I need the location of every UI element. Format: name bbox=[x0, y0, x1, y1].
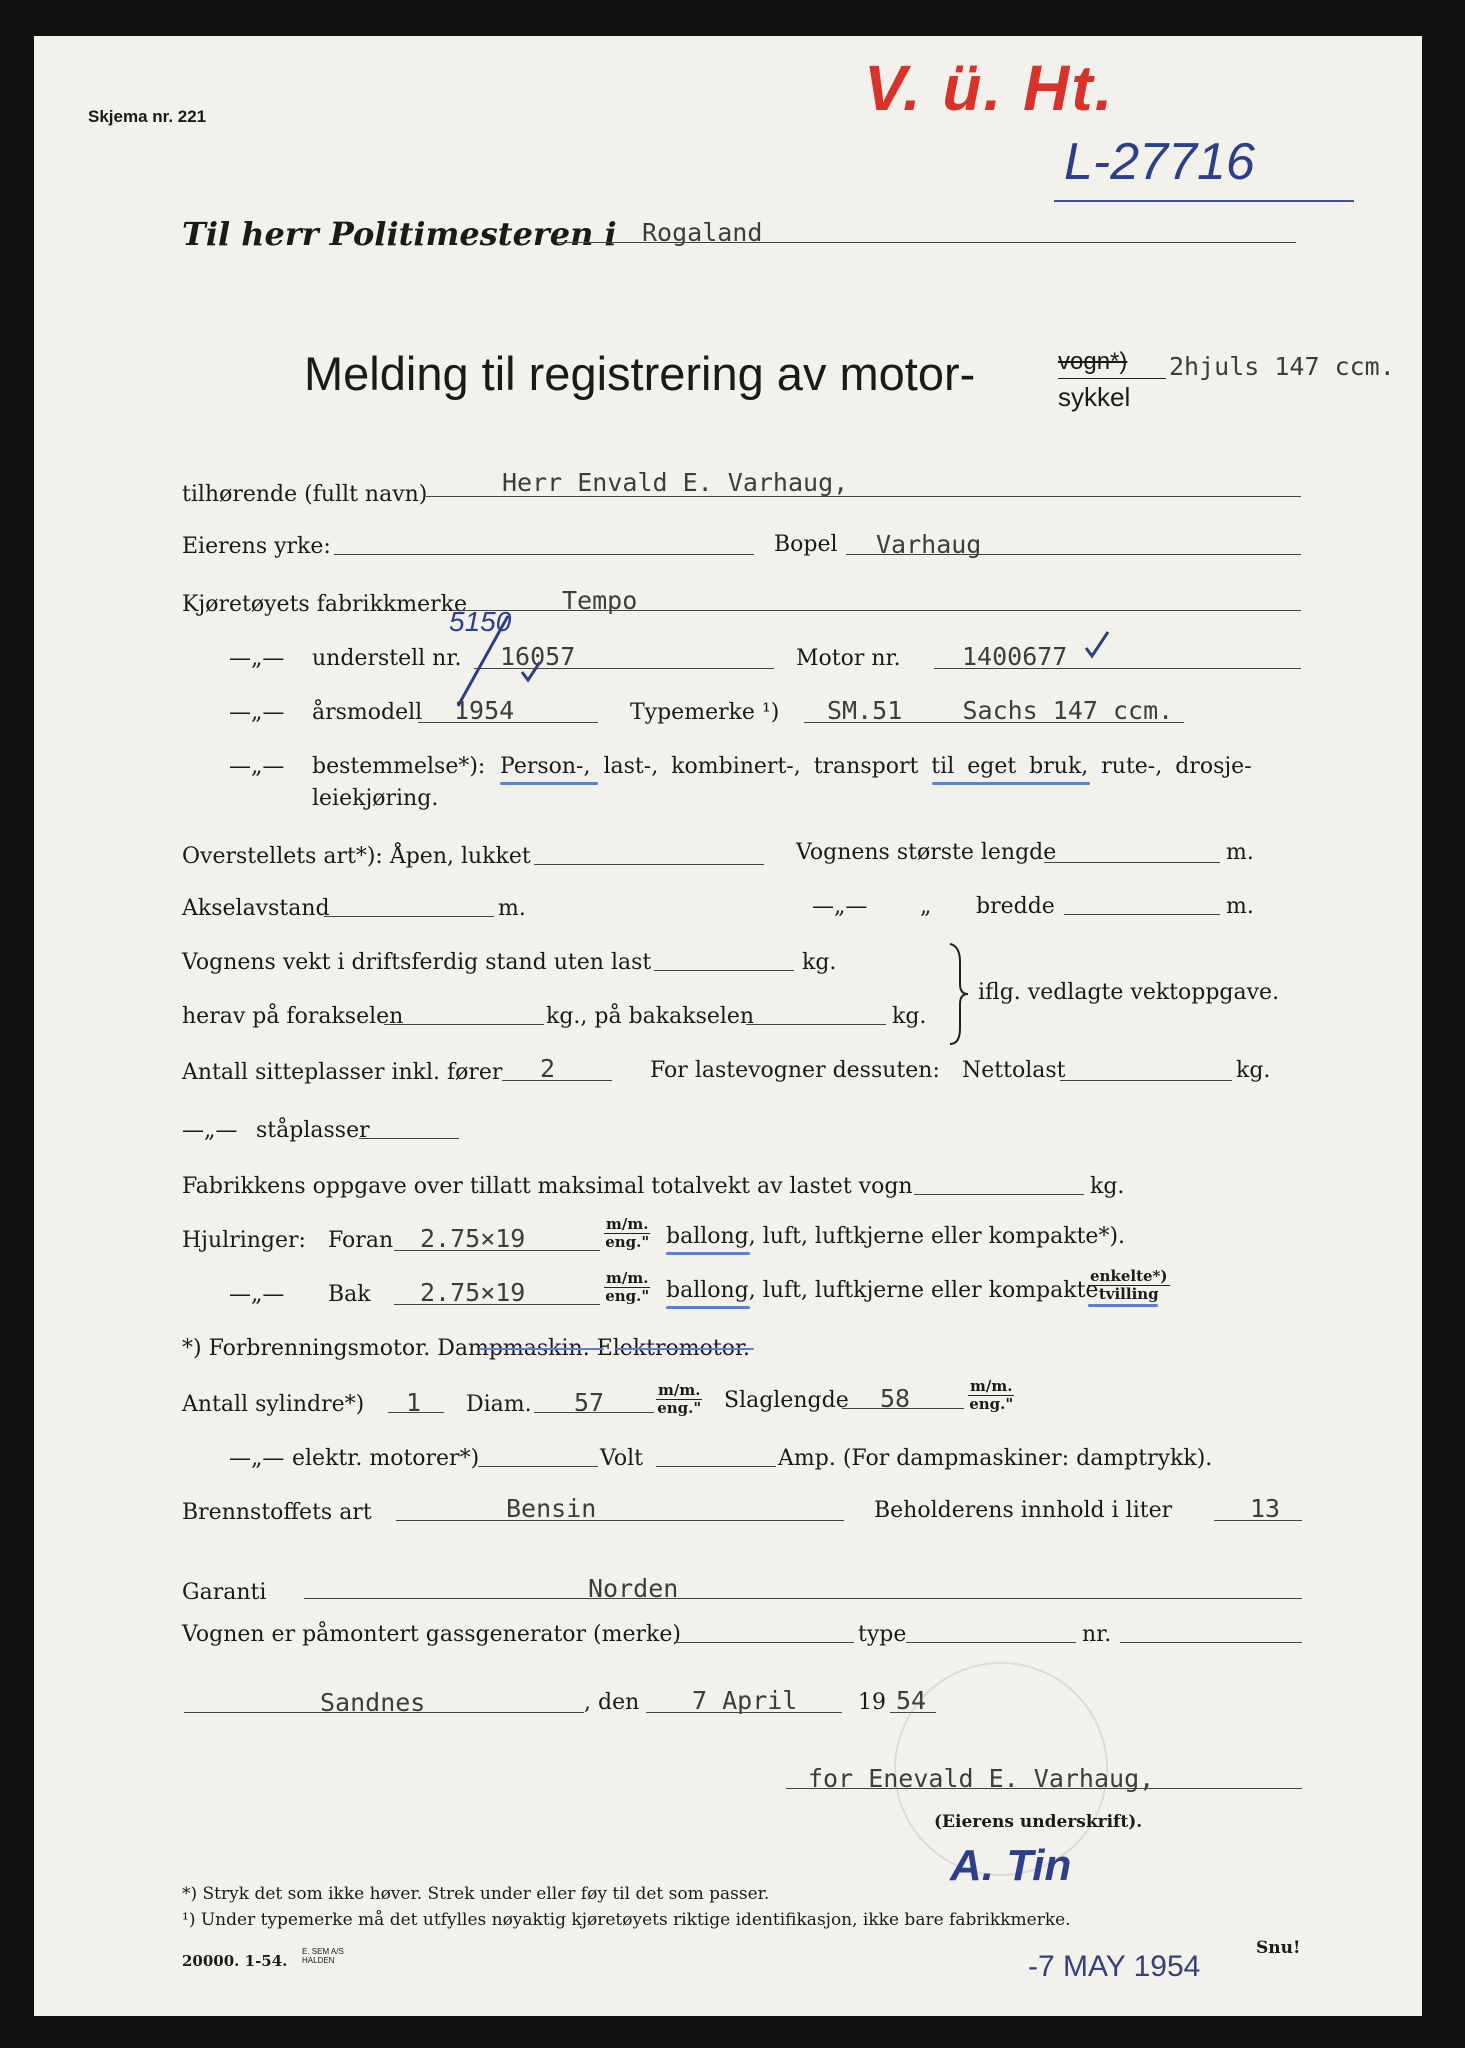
residence-value: Varhaug bbox=[876, 530, 982, 559]
netload-label: Nettolast bbox=[962, 1058, 1066, 1083]
chassis-ditto: —„— bbox=[229, 646, 285, 671]
length-label: Vognens største lengde bbox=[796, 840, 1057, 865]
standing-label: ståplasser bbox=[256, 1118, 370, 1143]
motor-value: 1400677 bbox=[962, 642, 1068, 671]
tires-rear-unit-fraction bbox=[604, 1270, 650, 1306]
underline-ballong-front bbox=[666, 1252, 750, 1255]
front-axle-label: herav på forakselen bbox=[182, 1004, 404, 1029]
cylinders-line bbox=[388, 1412, 444, 1413]
wheelbase-line bbox=[324, 916, 494, 917]
fraction-mm: m/m. bbox=[606, 1269, 649, 1287]
weight-label: Vognens vekt i driftsferdig stand uten last bbox=[182, 950, 652, 975]
addressee-label: Til herr Politimesteren i bbox=[182, 215, 617, 253]
chassis-line bbox=[474, 668, 774, 669]
motor-label: Motor nr. bbox=[796, 646, 901, 671]
tires-front-types: ballong, luft, luftkjerne eller kompakte*). bbox=[666, 1224, 1126, 1249]
date-value: 7 April bbox=[692, 1686, 798, 1715]
stroke-value: 58 bbox=[880, 1384, 911, 1413]
tank-label: Beholderens innhold i liter bbox=[874, 1498, 1173, 1523]
tires-rear-types: ballong, luft, luftkjerne eller kompakte bbox=[666, 1278, 1099, 1303]
width-ditto: —„— bbox=[812, 894, 868, 919]
weight-line bbox=[654, 970, 794, 971]
max-weight-line bbox=[914, 1194, 1084, 1195]
purpose-options: Person-, last-, kombinert-, transport til eget bruk, rute-, drosje- bbox=[500, 754, 1252, 779]
standing-ditto: —„— bbox=[182, 1118, 238, 1143]
underline-tvilling bbox=[1088, 1304, 1158, 1307]
front-axle-line bbox=[384, 1024, 544, 1025]
chassis-value: 16057 bbox=[500, 642, 576, 671]
title-sykkel: sykkel bbox=[1058, 382, 1131, 412]
strike-elektromotor bbox=[616, 1348, 754, 1350]
width-label: bredde bbox=[976, 894, 1055, 919]
make-line bbox=[452, 610, 1301, 611]
brace-icon bbox=[946, 942, 970, 1046]
residence-line bbox=[846, 554, 1301, 555]
fraction-mm: m/m. bbox=[606, 1215, 649, 1233]
tires-rear-value: 2.75×19 bbox=[420, 1278, 526, 1307]
chassis-handwritten-note: 5150 bbox=[449, 606, 512, 637]
underline-ballong-rear bbox=[666, 1306, 750, 1309]
gasgen-brand-line bbox=[674, 1642, 854, 1643]
trucks-label: For lastevogner dessuten: bbox=[650, 1058, 940, 1083]
occupation-label: Eierens yrke: bbox=[182, 534, 331, 559]
addressee-value: Rogaland bbox=[642, 218, 763, 247]
volt-label: Volt bbox=[600, 1446, 643, 1471]
weight-note: iflg. vedlagte vektoppgave. bbox=[978, 980, 1280, 1005]
length-unit: m. bbox=[1226, 840, 1254, 865]
year-ditto: —„— bbox=[229, 700, 285, 725]
purpose-ditto: —„— bbox=[229, 754, 285, 779]
volt-line bbox=[656, 1466, 776, 1467]
fuel-line bbox=[396, 1520, 844, 1521]
max-weight-unit: kg. bbox=[1090, 1174, 1125, 1199]
tires-front-unit-fraction bbox=[604, 1216, 650, 1252]
received-date-stamp: -7 MAY 1954 bbox=[1028, 1950, 1201, 1983]
type-value: SM.51 Sachs 147 ccm. bbox=[827, 696, 1174, 725]
date-line bbox=[646, 1712, 842, 1713]
gasgen-nr-label: nr. bbox=[1082, 1622, 1112, 1647]
stroke-label: Slaglengde bbox=[724, 1388, 849, 1413]
fuel-value: Bensin bbox=[506, 1494, 597, 1523]
rear-axle-line bbox=[746, 1024, 886, 1025]
fraction-mm: m/m. bbox=[658, 1381, 701, 1399]
printer-mark: E. SEM A/S HALDEN bbox=[302, 1947, 344, 1965]
tires-rear-line bbox=[394, 1304, 600, 1305]
width-line bbox=[1064, 914, 1220, 915]
red-handwritten-note: V. ü. Ht. bbox=[864, 52, 1115, 124]
check-mark-chassis-icon bbox=[444, 606, 554, 710]
type-label: Typemerke ¹) bbox=[630, 700, 780, 725]
standing-line bbox=[359, 1138, 459, 1139]
tank-value: 13 bbox=[1250, 1494, 1281, 1523]
tires-rear-single-twin-fraction bbox=[1088, 1268, 1170, 1304]
type-line bbox=[804, 722, 1184, 723]
underline-person bbox=[500, 782, 598, 785]
amp-label: Amp. (For dampmaskiner: damptrykk). bbox=[778, 1446, 1213, 1471]
footnote-1: *) Stryk det som ikke høver. Strek under eller føy til det som passer. bbox=[182, 1884, 770, 1904]
gasgen-nr-line bbox=[1120, 1642, 1302, 1643]
registration-number-handwritten: L-27716 bbox=[1064, 133, 1255, 191]
purpose-options-line2: leiekjøring. bbox=[312, 786, 439, 811]
gasgen-type-label: type bbox=[858, 1622, 907, 1647]
date-year-prefix: 19 bbox=[858, 1690, 886, 1715]
addressee-line bbox=[556, 242, 1296, 243]
purpose-label: bestemmelse*): bbox=[312, 754, 486, 779]
elmotors-label: elektr. motorer*) bbox=[292, 1446, 480, 1471]
seats-value: 2 bbox=[540, 1054, 556, 1083]
place-line bbox=[184, 1712, 584, 1713]
form-title: Melding til registrering av motor- bbox=[304, 347, 976, 400]
width-quote: „ bbox=[920, 894, 932, 919]
guarantee-line bbox=[304, 1598, 1302, 1599]
year-label: årsmodell bbox=[312, 700, 423, 725]
check-mark-motor-icon bbox=[1080, 626, 1120, 666]
weight-unit: kg. bbox=[802, 950, 837, 975]
chassis-label: understell nr. bbox=[312, 646, 462, 671]
place-value: Sandnes bbox=[320, 1688, 426, 1717]
fuel-label: Brennstoffets art bbox=[182, 1500, 372, 1525]
form-number: Skjema nr. 221 bbox=[88, 107, 207, 126]
title-typed-addition: 2hjuls 147 ccm. bbox=[1169, 352, 1395, 381]
signature-label: (Eierens underskrift). bbox=[934, 1812, 1143, 1832]
gasgen-type-line bbox=[906, 1642, 1076, 1643]
stroke-line bbox=[842, 1408, 964, 1409]
residence-label: Bopel bbox=[774, 532, 838, 557]
cylinders-label: Antall sylindre*) bbox=[182, 1392, 365, 1417]
tires-label: Hjulringer: bbox=[182, 1228, 306, 1253]
footnote-2: ¹) Under typemerke må det utfylles nøyaktig kjøretøyets riktige identifikasjon, ikke bare fabrikkmerke. bbox=[182, 1910, 1071, 1930]
fraction-eng: eng." bbox=[657, 1399, 702, 1418]
handwritten-signature: A. Tin bbox=[950, 1841, 1072, 1890]
signature-typed: for Enevald E. Varhaug, bbox=[808, 1764, 1155, 1793]
fraction-enkelte: enkelte*) bbox=[1090, 1267, 1168, 1285]
body-line bbox=[534, 864, 764, 865]
rear-axle-unit: kg. bbox=[892, 1004, 927, 1029]
title-fraction-line bbox=[1058, 378, 1166, 379]
owner-line bbox=[426, 496, 1301, 497]
netload-unit: kg. bbox=[1236, 1058, 1271, 1083]
make-value: Tempo bbox=[562, 586, 638, 615]
wheelbase-label: Akselavstand bbox=[182, 896, 330, 921]
tires-rear-ditto: —„— bbox=[229, 1282, 285, 1307]
body-label: Overstellets art*): Åpen, lukket bbox=[182, 844, 531, 869]
seats-label: Antall sitteplasser inkl. fører bbox=[182, 1060, 503, 1085]
diam-label: Diam. bbox=[466, 1392, 532, 1417]
engine-types: *) Forbrenningsmotor. Dampmaskin. Elektromotor. bbox=[182, 1336, 751, 1361]
owner-value: Herr Envald E. Varhaug, bbox=[502, 468, 849, 497]
width-unit: m. bbox=[1226, 894, 1254, 919]
signature-line bbox=[786, 1788, 1302, 1789]
occupation-line bbox=[334, 554, 754, 555]
strike-dampmaskin bbox=[480, 1348, 604, 1350]
guarantee-label: Garanti bbox=[182, 1580, 267, 1605]
tires-front-value: 2.75×19 bbox=[420, 1224, 526, 1253]
netload-line bbox=[1060, 1080, 1232, 1081]
fraction-eng: eng." bbox=[969, 1395, 1014, 1414]
tires-front-label: Foran bbox=[328, 1228, 394, 1253]
print-code: 20000. 1-54. bbox=[182, 1952, 288, 1970]
diam-value: 57 bbox=[574, 1388, 605, 1417]
underline-eget-bruk bbox=[932, 782, 1090, 785]
diam-line bbox=[534, 1412, 654, 1413]
cylinders-value: 1 bbox=[406, 1388, 422, 1417]
make-label: Kjøretøyets fabrikkmerke bbox=[182, 592, 468, 617]
fraction-mm: m/m. bbox=[970, 1377, 1013, 1395]
registration-number-underline bbox=[1054, 200, 1354, 202]
fraction-eng: eng." bbox=[605, 1287, 650, 1306]
seats-line bbox=[502, 1080, 612, 1081]
title-vogn: vogn*) bbox=[1058, 348, 1128, 375]
tires-rear-label: Bak bbox=[328, 1282, 371, 1307]
owner-label: tilhørende (fullt navn) bbox=[182, 482, 428, 507]
stroke-unit-fraction bbox=[968, 1378, 1014, 1414]
year-value: 1954 bbox=[454, 696, 515, 725]
fraction-tvilling: tvilling bbox=[1098, 1285, 1159, 1304]
fraction-eng: eng." bbox=[605, 1233, 650, 1252]
motor-line bbox=[934, 668, 1301, 669]
wheelbase-unit: m. bbox=[498, 896, 526, 921]
elmotors-ditto: —„— bbox=[229, 1446, 285, 1471]
turn-over-note: Snu! bbox=[1256, 1938, 1301, 1958]
diam-unit-fraction bbox=[656, 1382, 702, 1418]
rear-axle-label: kg., på bakakselen bbox=[546, 1004, 755, 1029]
date-den-label: , den bbox=[584, 1690, 640, 1715]
guarantee-value: Norden bbox=[588, 1574, 679, 1603]
elmotors-line bbox=[478, 1466, 598, 1467]
tires-front-line bbox=[394, 1250, 600, 1251]
date-year-suffix: 54 bbox=[896, 1686, 927, 1715]
max-weight-label: Fabrikkens oppgave over tillatt maksimal totalvekt av lastet vogn bbox=[182, 1174, 913, 1199]
registration-form bbox=[34, 36, 1422, 2016]
length-line bbox=[1044, 862, 1220, 863]
tank-line bbox=[1214, 1520, 1302, 1521]
gasgen-label: Vognen er påmontert gassgenerator (merke) bbox=[182, 1622, 681, 1647]
year-line bbox=[418, 722, 598, 723]
